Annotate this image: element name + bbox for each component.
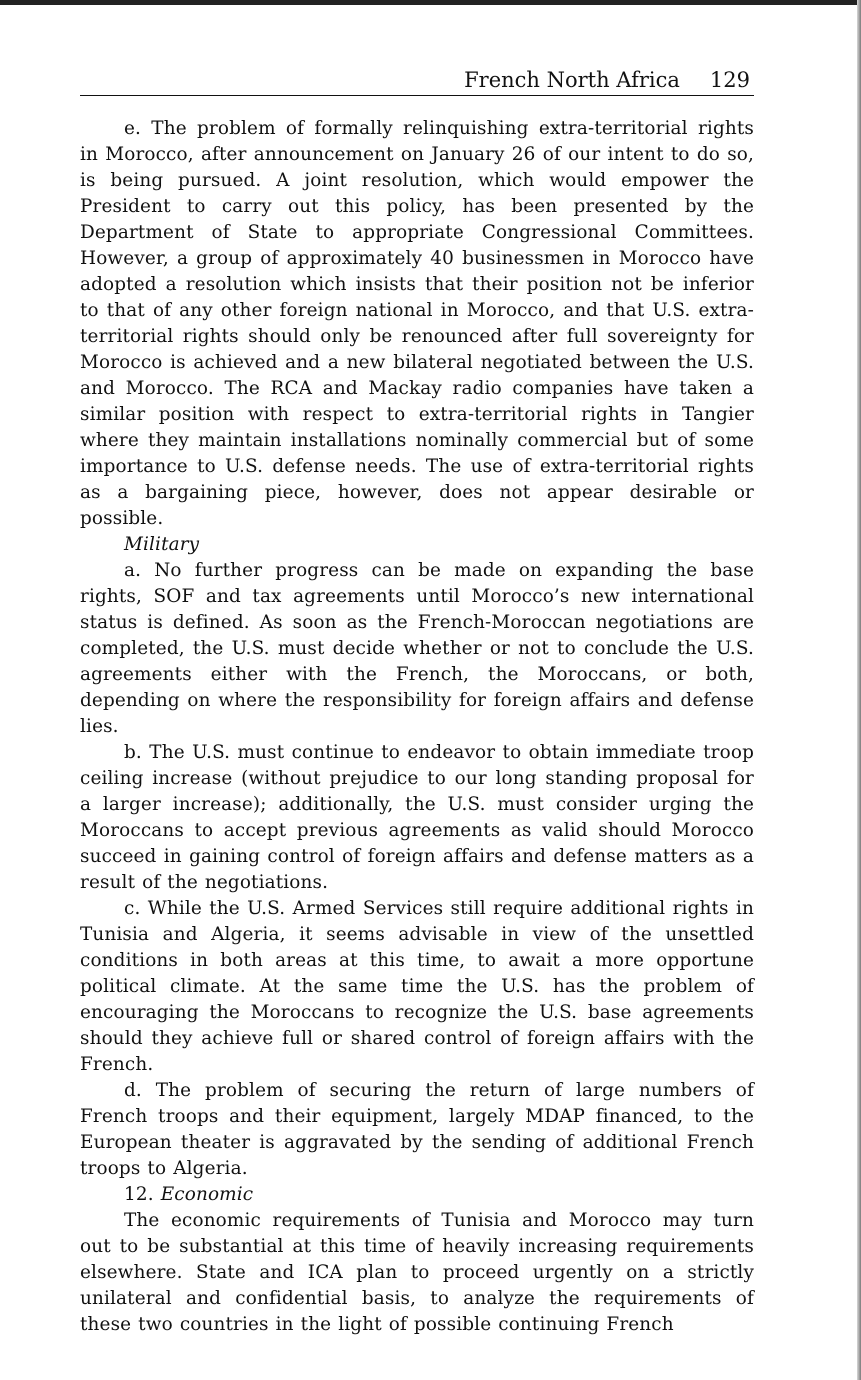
page-right-edge [857, 0, 861, 1380]
economic-heading: Economic [160, 1184, 254, 1205]
running-header [80, 64, 754, 96]
paragraph-e-extraterritorial: e. The problem of formally relinquishing extra-territorial rights in Morocco, after announcement on January 26 of our intent to do so, is being pursued. A joint resolution, which would empower the President to carry out this policy, has been presented by the Department of State to appropriate Congressional Committees. However, a group of approximately 40 businessmen in Morocco have adopted a resolution which insists that their position not be inferior to that of any other foreign national in Morocco, and that U.S. extra-territorial rights should only be renounced after full sovereignty for Morocco is achieved and a new bilateral negotiated between the U.S. and Morocco. The RCA and Mackay radio companies have taken a similar position with respect to extra-territorial rights in Tangier where they maintain installations nominally commercial but of some importance to U.S. defense needs. The use of extra-territorial rights as a bargaining piece, however, does not appear desirable or possible. [80, 118, 754, 529]
book-page [80, 64, 754, 1338]
page-number: 129 [709, 68, 750, 92]
page-top-edge [0, 0, 861, 5]
paragraph-military-c: c. While the U.S. Armed Services still require additional rights in Tunisia and Algeria, it seems advisable in view of the unsettled conditions in both areas at this time, to await a more opportune political climate. At the same time the U.S. has the problem of encouraging the Moroccans to recognize the U.S. base agreements should they achieve full or shared control of foreign affairs with the French. [80, 898, 754, 1075]
paragraph-military-b: b. The U.S. must continue to endeavor to obtain immediate troop ceiling increase (without prejudice to our long standing proposal for a larger increase); additionally, the U.S. must consider urging the Moroccans to accept previous agreements as valid should Morocco succeed in gaining control of foreign affairs and defense matters as a result of the negotiations. [80, 742, 754, 893]
military-heading: Military [124, 534, 200, 555]
section-number: 12. [124, 1184, 154, 1205]
paragraph-economic: The economic requirements of Tunisia and Morocco may turn out to be substantial at this time of heavily increasing requirements elsewhere. State and ICA plan to proceed urgently on a strictly unilateral and confidential basis, to analyze the requirements of these two countries in the light of possible continuing French [80, 1210, 754, 1335]
paragraph-military-d: d. The problem of securing the return of large numbers of French troops and their equipment, largely MDAP financed, to the European theater is aggravated by the sending of additional French troops to Algeria. [80, 1080, 754, 1179]
running-title: French North Africa [464, 68, 680, 92]
economic-heading-line [80, 1182, 754, 1208]
page-body [80, 116, 754, 1338]
paragraph-military-a: a. No further progress can be made on expanding the base rights, SOF and tax agreements until Morocco’s new international status is defined. As soon as the French-Moroccan negotiations are completed, the U.S. must decide whether or not to conclude the U.S. agreements either with the French, the Moroccans, or both, depending on where the responsibility for foreign affairs and defense lies. [80, 560, 754, 737]
